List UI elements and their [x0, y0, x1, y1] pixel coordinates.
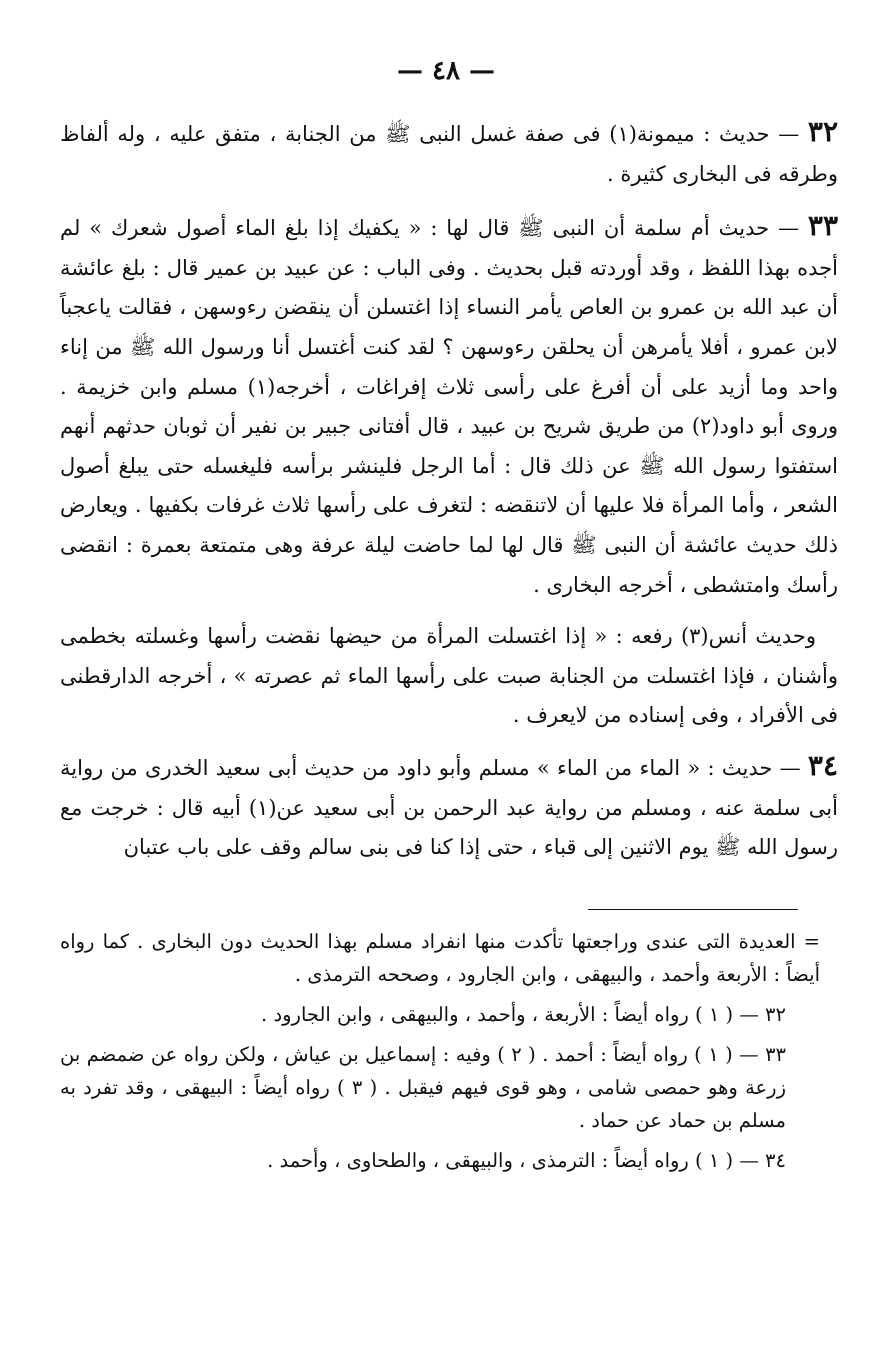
- footnote-33: ٣٣ — ( ١ ) رواه أيضاً : أحمد . ( ٢ ) وفيه : إسماعيل بن عياش ، ولكن رواه عن ضمضم بن زرعة وهو حمصى شامى ، وهو قوى فيهم فيقبل . ( ٣ ) رواه أيضاً : البيهقى ، وقد تفرد به مسلم بن حماد عن حماد .: [60, 1043, 787, 1132]
- footnote-32: ٣٢ — ( ١ ) رواه أيضاً : الأربعة ، وأحمد ، والبيهقى ، وابن الجارود .: [261, 1003, 786, 1026]
- hadith-33-paragraph: [60, 206, 838, 605]
- paragraph-text: وحديث أنس(٣) رفعه : « إذا اغتسلت المرأة من حيضها نقضت رأسها وغسلته بخطمى وأشنان ، فإذا اغتسلت من الجنابة صبت على رأسها الماء ثم عصرته » ، أخرجه الدارقطنى فى الأفراد ، وفى إسناده من لايعرف .: [60, 624, 838, 728]
- page-number: — ٤٨ —: [396, 56, 496, 86]
- hadith-number: ٣٤: [807, 748, 838, 782]
- paragraph-text: — حديث أم سلمة أن النبى ﷺ قال لها : « يكفيك إذا بلغ الماء أصول شعرك » لم أجده بهذا اللفظ ، وقد أوردته قبل بحديث . وفى الباب : عن عبيد بن عمير قال : بلغ عائشة أن عبد الله بن عمرو بن العاص يأمر النساء إذا اغتسلن أن ينقضن رءوسهن ، فقالت ياعجباً لابن عمرو ، أفلا يأمرهن أن يحلقن رءوسهن ؟ لقد كنت أغتسل أنا ورسول الله ﷺ من إناء واحد وما أزيد على أن أفرغ على رأسى ثلاث إفراغات ، أخرجه(١) مسلم وابن خزيمة . وروى أبو داود(٢) من طريق شريح بن عبيد ، قال أفتانى جبير بن نفير أن ثوبان حدثهم أنهم استفتوا رسول الله ﷺ عن ذلك قال : أما الرجل فلينشر برأسه فليغسله حتى يبلغ أصول الشعر ، وأما المرأة فلا عليها أن لاتنقضه : لتغرف على رأسها ثلاث غرفات بكفيها . ويعارض ذلك حديث عائشة أن النبى ﷺ قال لها لما حاضت ليلة عرفة وهى متمتعة بعمرة : انقضى رأسك وامتشطى ، أخرجه البخارى .: [60, 216, 838, 597]
- paragraph-text: — حديث : « الماء من الماء » مسلم وأبو داود من حديث أبى سعيد الخدرى من رواية أبى سلمة عنه ، ومسلم من رواية عبد الرحمن بن أبى سعيد عن(١) أبيه قال : خرجت مع رسول الله ﷺ يوم الاثنين إلى قباء ، حتى إذا كنا فى بنى سالم وقف على باب عتبان: [60, 755, 838, 860]
- main-text: [60, 112, 838, 880]
- hadith-34-paragraph: [60, 746, 838, 868]
- paragraph-text: — حديث : ميمونة(١) فى صفة غسل النبى ﷺ من الجنابة ، متفق عليه ، وله ألفاظ وطرقه فى البخارى كثيرة .: [60, 122, 838, 186]
- hadith-32-paragraph: [60, 112, 838, 194]
- footnotes: [60, 925, 820, 1184]
- footnote-continuation: = العديدة التى عندى وراجعتها تأكدت منها انفراد مسلم بهذا الحديث دون البخارى . كما رواه أيضاً : الأربعة وأحمد ، والبيهقى ، وابن الجارود ، وصححه الترمذى .: [60, 930, 820, 986]
- hadith-number: ٣٢: [807, 115, 838, 148]
- footnote-34: ٣٤ — ( ١ ) رواه أيضاً : الترمذى ، والبيهقى ، والطحاوى ، وأحمد .: [267, 1149, 786, 1172]
- hadith-number: ٣٣: [807, 209, 838, 243]
- footnote-divider: [588, 909, 798, 910]
- anas-hadith-paragraph: [60, 617, 838, 736]
